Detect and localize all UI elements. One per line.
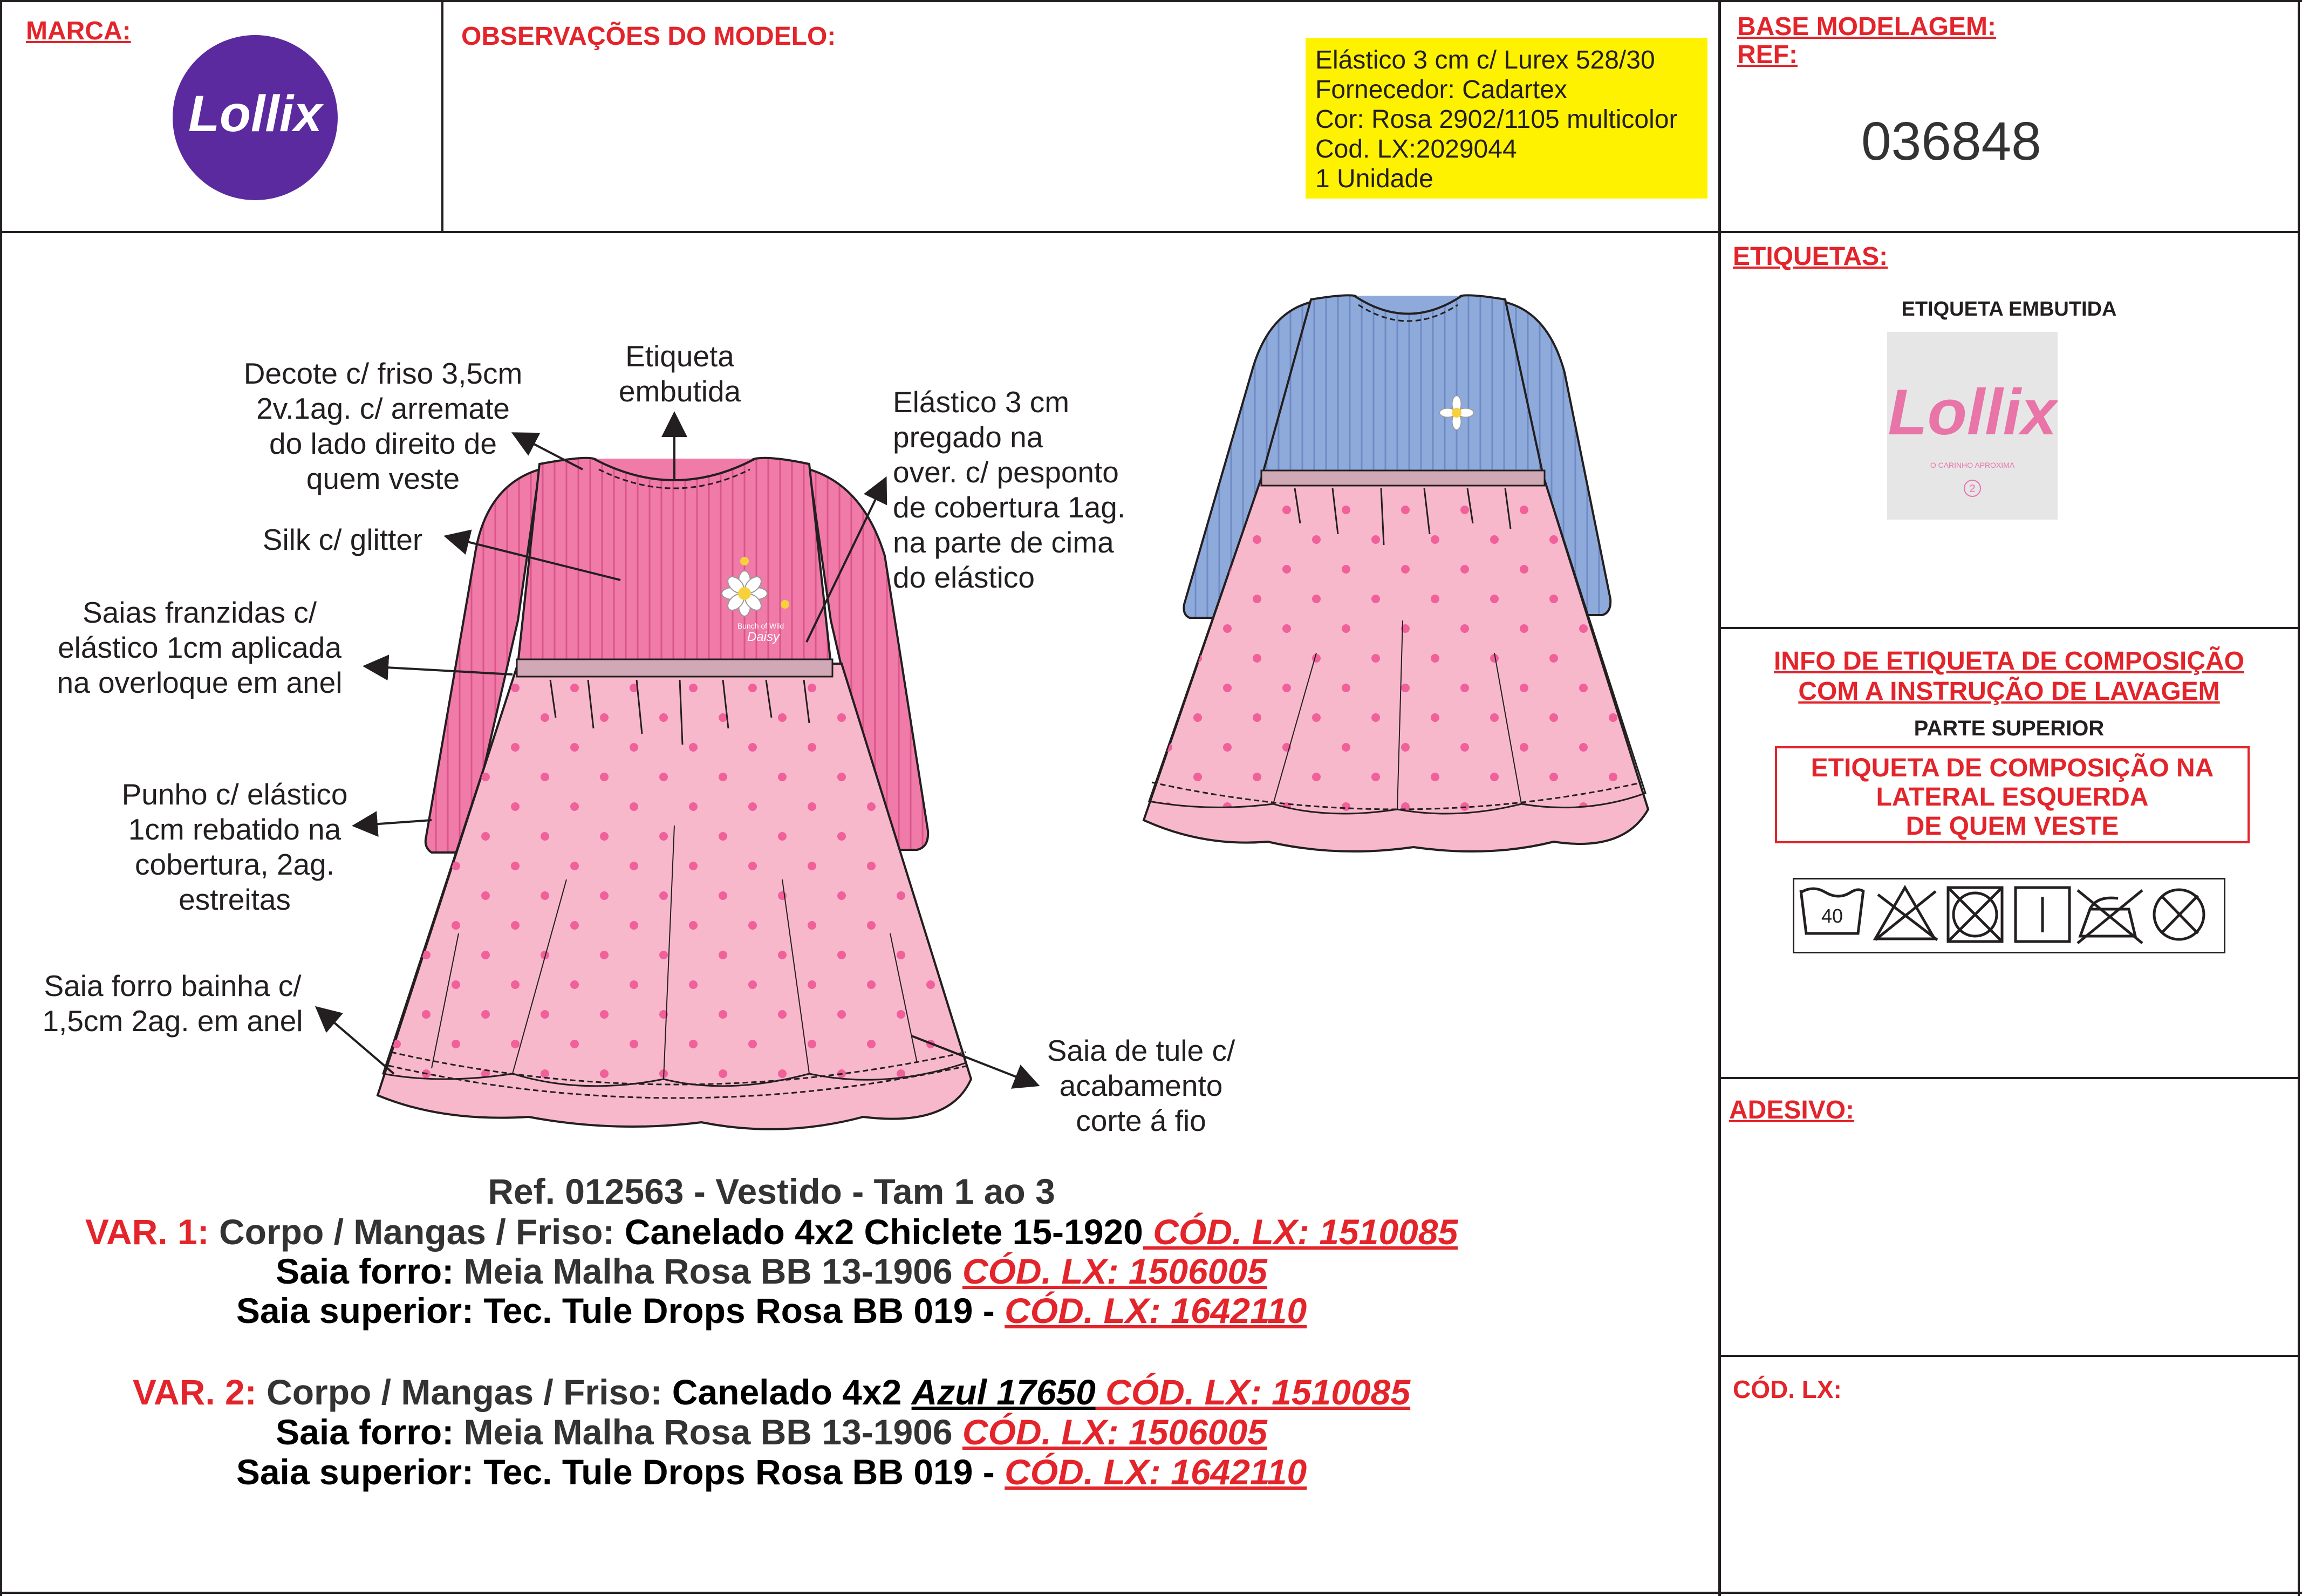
no-tumble-dry-icon <box>1948 888 2002 942</box>
annotation-etiqueta <box>593 339 766 409</box>
annotation-line: Punho c/ elástico <box>121 777 348 811</box>
dress-blue <box>1144 295 1648 851</box>
annotation-elastico <box>893 385 1173 595</box>
info-title <box>1718 646 2300 707</box>
var2-l2-b: Meia Malha Rosa BB 13-1906 <box>463 1412 962 1452</box>
var1-line2 <box>0 1251 1543 1292</box>
var1-l3-a: Saia superior: Tec. Tule Drops Rosa BB 019 - <box>236 1291 1005 1331</box>
observacoes-label: OBSERVAÇÕES DO MODELO: <box>461 22 836 51</box>
brand-divider <box>441 0 443 232</box>
annotation-line: do elástico <box>893 561 1035 594</box>
var2-code: CÓD. LX: 1510085 <box>1095 1372 1411 1412</box>
etiquetas-label: ETIQUETAS: <box>1733 242 1888 271</box>
label-logo-text: Lollix <box>1888 376 2057 448</box>
annotation-line: na overloque em anel <box>57 666 343 699</box>
sidebar-row-2 <box>1718 627 2300 629</box>
label-number: 2 <box>1969 483 1976 495</box>
no-bleach-icon <box>1875 888 1937 940</box>
var1-l2-code: CÓD. LX: 1506005 <box>962 1251 1267 1291</box>
annotation-line: na parte de cima <box>893 526 1114 559</box>
var2-part-a: Corpo / Mangas / Friso: <box>267 1372 672 1412</box>
annotation-line: Saia de tule c/ <box>1047 1034 1235 1067</box>
var2-line1 <box>0 1372 1543 1413</box>
adesivo-label: ADESIVO: <box>1729 1096 1855 1124</box>
var1-l2-b: Meia Malha Rosa BB 13-1906 <box>463 1251 962 1291</box>
marca-label: MARCA: <box>26 17 131 45</box>
var2-line2 <box>0 1411 1543 1452</box>
var2-l2-code: CÓD. LX: 1506005 <box>962 1412 1267 1452</box>
annotation-line: Etiqueta <box>625 339 734 373</box>
annotation-line: cobertura, 2ag. <box>135 848 334 881</box>
annotation-line: do lado direito de <box>269 427 497 460</box>
sidebar-row-4 <box>1718 1355 2300 1357</box>
var2-l2-a: Saia forro: <box>276 1412 464 1452</box>
var2-italic: Azul 17650 <box>911 1372 1096 1412</box>
var2-part-b: Canelado 4x2 <box>672 1372 912 1412</box>
annotation-line: Decote c/ friso 3,5cm <box>243 357 523 390</box>
line-dry-icon <box>2016 888 2069 942</box>
var1-code: CÓD. LX: 1510085 <box>1143 1212 1458 1252</box>
annotation-line: quem veste <box>306 462 460 495</box>
var1-line3 <box>0 1290 1543 1331</box>
annotation-line: corte á fio <box>1076 1104 1206 1137</box>
annotation-decote <box>216 356 550 496</box>
annotation-line: embutida <box>618 374 741 408</box>
annotation-line: Saia forro bainha c/ <box>44 969 302 1002</box>
wash-40-icon <box>1801 889 1863 933</box>
annotation-line: Silk c/ glitter <box>262 523 423 556</box>
print-daisy-text: Daisy <box>747 630 780 644</box>
note-line: 1 Unidade <box>1315 165 1433 193</box>
base-modelagem-label: BASE MODELAGEM: <box>1737 12 1996 41</box>
var2-line3 <box>0 1451 1543 1492</box>
print-small-text: Bunch of Wild <box>737 622 784 630</box>
embedded-label-image <box>1887 332 2058 520</box>
glitter-waistband <box>517 659 832 677</box>
brand-logo-text: Lollix <box>188 85 323 142</box>
label-tagline: O CARINHO APROXIMA <box>1930 461 2015 469</box>
annotation-saia-forro <box>22 968 324 1039</box>
brand-logo <box>172 34 339 201</box>
wash-temp: 40 <box>1821 905 1843 927</box>
var2-l3-code: CÓD. LX: 1642110 <box>1005 1452 1307 1492</box>
annotation-line: 1cm rebatido na <box>128 813 341 846</box>
frame-top <box>0 0 2302 2</box>
no-dry-clean-icon <box>2154 890 2204 939</box>
ref-label: REF: <box>1737 40 1798 69</box>
note-line: Cor: Rosa 2902/1105 multicolor <box>1315 105 1678 134</box>
var1-part-a: Corpo / Mangas / Friso: <box>218 1212 625 1252</box>
composition-box <box>1775 746 2250 843</box>
ref-line <box>0 1171 1543 1212</box>
annotation-line: 1,5cm 2ag. em anel <box>42 1004 303 1038</box>
var2-l3-a: Saia superior: Tec. Tule Drops Rosa BB 019 - <box>236 1452 1005 1492</box>
bodice-blue <box>1262 295 1543 475</box>
glitter-waistband-blue <box>1261 470 1545 486</box>
parte-superior-label: PARTE SUPERIOR <box>1914 717 2105 740</box>
info-title-line: INFO DE ETIQUETA DE COMPOSIÇÃO <box>1773 647 2245 676</box>
annotation-line: de cobertura 1ag. <box>893 490 1126 524</box>
composition-line: LATERAL ESQUERDA <box>1876 783 2149 811</box>
sidebar-row-1 <box>1718 231 2300 233</box>
var1-l2-a: Saia forro: <box>276 1251 464 1291</box>
annotation-line: Saias franzidas c/ <box>82 596 317 629</box>
var1-label: VAR. 1: <box>85 1212 219 1252</box>
ref-value: 036848 <box>1861 111 2041 172</box>
care-symbols-box <box>1793 878 2225 953</box>
etiqueta-embutida-title: ETIQUETA EMBUTIDA <box>1901 298 2117 320</box>
annotation-silk <box>237 522 448 557</box>
var1-part-b: Canelado 4x2 Chiclete 15-1920 <box>624 1212 1143 1252</box>
annotation-saia-tule <box>1014 1033 1268 1138</box>
dress-pink <box>378 458 971 1129</box>
annotation-line: acabamento <box>1059 1069 1223 1102</box>
var1-line1 <box>0 1211 1543 1252</box>
composition-line: DE QUEM VESTE <box>1905 812 2119 841</box>
annotation-saias-franzidas <box>38 595 361 700</box>
ref-line-text: Ref. 012563 - Vestido - Tam 1 ao 3 <box>488 1171 1055 1211</box>
annotation-line: elástico 1cm aplicada <box>58 631 341 664</box>
annotation-line: estreitas <box>179 883 291 916</box>
annotation-line: pregado na <box>893 420 1043 454</box>
var2-label: VAR. 2: <box>132 1372 267 1412</box>
note-line: Cod. LX:2029044 <box>1315 135 1517 163</box>
annotation-line: Elástico 3 cm <box>893 385 1070 419</box>
annotation-line: 2v.1ag. c/ arremate <box>256 392 510 425</box>
cod-lx-label: CÓD. LX: <box>1733 1375 1842 1403</box>
no-iron-icon <box>2078 890 2142 943</box>
annotation-line: over. c/ pesponto <box>893 455 1119 489</box>
note-line: Elástico 3 cm c/ Lurex 528/30 <box>1315 46 1655 74</box>
frame-bottom <box>0 1592 2302 1594</box>
annotation-punho <box>97 777 372 917</box>
composition-line: ETIQUETA DE COMPOSIÇÃO NA <box>1811 754 2214 782</box>
supplier-note <box>1306 38 1707 199</box>
note-line: Fornecedor: Cadartex <box>1315 76 1567 104</box>
sidebar-row-3 <box>1718 1077 2300 1079</box>
info-title-line: COM A INSTRUÇÃO DE LAVAGEM <box>1798 677 2220 706</box>
var1-l3-code: CÓD. LX: 1642110 <box>1005 1291 1307 1331</box>
